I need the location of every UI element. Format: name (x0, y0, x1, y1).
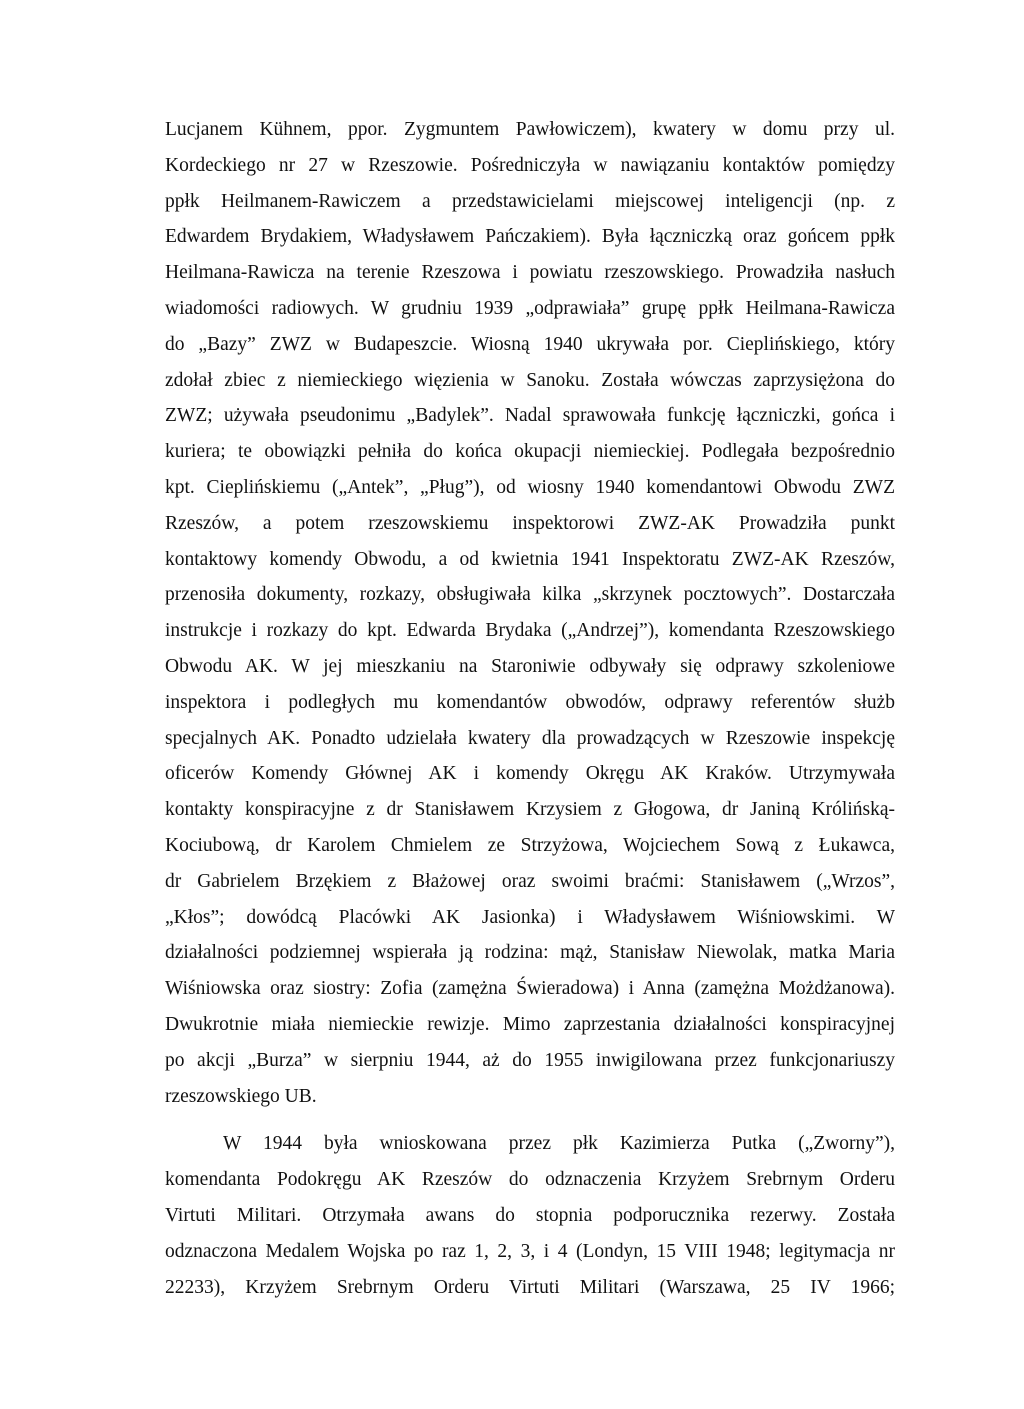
paragraph-gap (165, 1114, 895, 1126)
text-line: oficerów Komendy Głównej AK i komendy Okręgu AK Kraków. Utrzymywała (165, 763, 895, 785)
text-line: działalności podziemnej wspierała ją rodzina: mąż, Stanisław Niewolak, matka Maria (165, 942, 895, 964)
text-line: Obwodu AK. W jej mieszkaniu na Staroniwie odbywały się odprawy szkoleniowe (165, 655, 895, 677)
text-line: komendanta Podokręgu AK Rzeszów do odznaczenia Krzyżem Srebrnym Orderu (165, 1169, 895, 1191)
text-line: dr Gabrielem Brzękiem z Błażowej oraz swoimi braćmi: Stanisławem („Wrzos”, (165, 870, 895, 892)
text-line: Wiśniowska oraz siostry: Zofia (zamężna Świeradowa) i Anna (zamężna Możdżanowa). (165, 978, 895, 1000)
text-line: specjalnych AK. Ponadto udzielała kwatery dla prowadzących w Rzeszowie inspekcję (165, 727, 895, 749)
text-line: kontaktowy komendy Obwodu, a od kwietnia 1941 Inspektoratu ZWZ-AK Rzeszów, (165, 548, 895, 570)
text-line: po akcji „Burza” w sierpniu 1944, aż do 1955 inwigilowana przez funkcjonariuszy (165, 1049, 895, 1071)
body-text (165, 112, 895, 1305)
text-line: Kordeckiego nr 27 w Rzeszowie. Pośredniczyła w nawiązaniu kontaktów pomiędzy (165, 154, 895, 176)
text-line: rzeszowskiego UB. (165, 1085, 317, 1107)
text-line: Heilmana-Rawicza na terenie Rzeszowa i powiatu rzeszowskiego. Prowadziła nasłuch (165, 262, 895, 284)
text-line: ZWZ; używała pseudonimu „Badylek”. Nadal sprawowała funkcję łączniczki, gońca i (165, 405, 895, 427)
text-line: Lucjanem Kühnem, ppor. Zygmuntem Pawłowiczem), kwatery w domu przy ul. (165, 119, 895, 140)
text-line: Edwardem Brydakiem, Władysławem Pańczakiem). Była łączniczką oraz gońcem ppłk (165, 226, 895, 248)
text-line: Virtuti Militari. Otrzymała awans do stopnia podporucznika rezerwy. Została (165, 1204, 895, 1226)
text-line: wiadomości radiowych. W grudniu 1939 „odprawiała” grupę ppłk Heilmana-Rawicza (165, 297, 895, 319)
text-line: Rzeszów, a potem rzeszowskiemu inspektorowi ZWZ-AK Prowadziła punkt (165, 512, 895, 534)
text-line: do „Bazy” ZWZ w Budapeszcie. Wiosną 1940 ukrywała por. Cieplińskiego, który (165, 333, 895, 355)
text-line: 22233), Krzyżem Srebrnym Orderu Virtuti Militari (Warszawa, 25 IV 1966; (165, 1276, 895, 1298)
text-line: odznaczona Medalem Wojska po raz 1, 2, 3, i 4 (Londyn, 15 VIII 1948; legitymacja nr (165, 1240, 895, 1262)
text-line: kuriera; te obowiązki pełniła do końca okupacji niemieckiej. Podlegała bezpośrednio (165, 441, 895, 463)
text-line: Dwukrotnie miała niemieckie rewizje. Mimo zaprzestania działalności konspiracyjnej (165, 1013, 895, 1035)
text-line: kontakty konspiracyjne z dr Stanisławem Krzysiem z Głogowa, dr Janiną Królińską- (165, 799, 895, 821)
paragraph (165, 1126, 895, 1305)
text-line: ppłk Heilmanem-Rawiczem a przedstawicielami miejscowej inteligencji (np. z (165, 190, 895, 212)
text-line: zdołał zbiec z niemieckiego więzienia w Sanoku. Została wówczas zaprzysiężona do (165, 369, 895, 391)
text-line: inspektora i podległych mu komendantów obwodów, odprawy referentów służb (165, 691, 895, 713)
text-line: instrukcje i rozkazy do kpt. Edwarda Brydaka („Andrzej”), komendanta Rzeszowskiego (165, 620, 895, 642)
text-line: Kociubową, dr Karolem Chmielem ze Strzyżowa, Wojciechem Sową z Łukawca, (165, 834, 895, 856)
text-line: przenosiła dokumenty, rozkazy, obsługiwała kilka „skrzynek pocztowych”. Dostarczała (165, 584, 895, 606)
paragraph (165, 112, 895, 1114)
text-line: kpt. Cieplińskiemu („Antek”, „Pług”), od wiosny 1940 komendantowi Obwodu ZWZ (165, 476, 895, 498)
text-line: „Kłos”; dowódcą Placówki AK Jasionka) i Władysławem Wiśniowskimi. W (165, 906, 895, 928)
text-line: W 1944 była wnioskowana przez płk Kazimierza Putka („Zworny”), (223, 1133, 895, 1155)
